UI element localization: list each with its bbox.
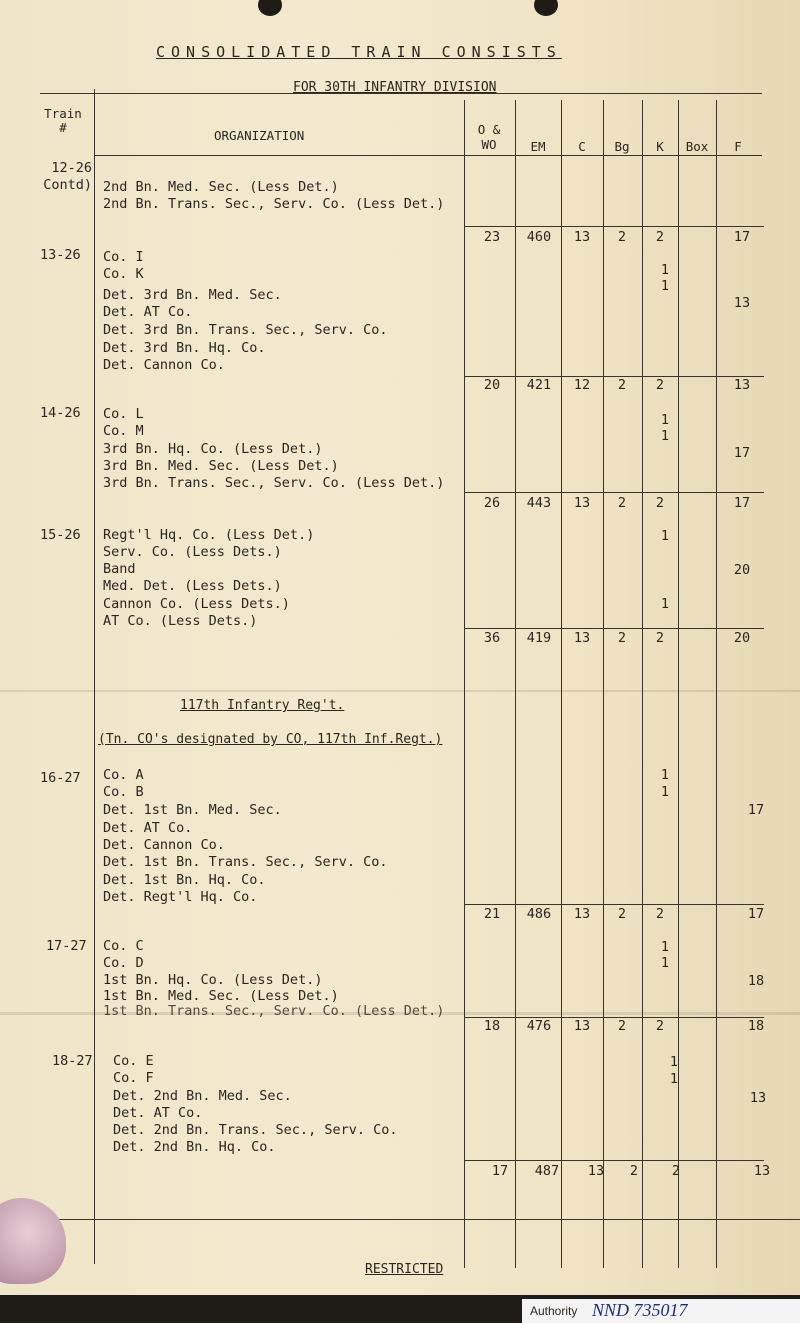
organization-line: 1st Bn. Med. Sec. (Less Det.) (103, 988, 339, 1004)
total-c: 12 (573, 377, 591, 393)
total-bg: 2 (629, 1163, 639, 1179)
organization-line: Co. K (103, 266, 144, 282)
organization-line: Det. 1st Bn. Trans. Sec., Serv. Co. (103, 854, 388, 870)
organization-line: Co. E (113, 1053, 154, 1069)
k-value: 1 (660, 596, 670, 612)
section-note: (Tn. CO's designated by CO, 117th Inf.Regt.) (98, 732, 443, 747)
organization-line: 3rd Bn. Med. Sec. (Less Det.) (103, 458, 339, 474)
f-value: 17 (733, 445, 751, 461)
total-line (464, 492, 764, 493)
total-line (464, 1160, 764, 1161)
total-o-wo: 23 (483, 229, 501, 245)
organization-line: Det. 3rd Bn. Med. Sec. (103, 287, 282, 303)
total-c: 13 (587, 1163, 605, 1179)
k-value: 1 (660, 939, 670, 955)
organization-line: 1st Bn. Trans. Sec., Serv. Co. (Less Det.) (103, 1003, 445, 1019)
total-o-wo: 26 (483, 495, 501, 511)
organization-line: Det. Cannon Co. (103, 837, 225, 853)
f-value: 17 (747, 802, 765, 818)
total-c: 13 (573, 495, 591, 511)
total-em: 421 (526, 377, 552, 393)
organization-line: Serv. Co. (Less Dets.) (103, 544, 282, 560)
total-c: 13 (573, 229, 591, 245)
section-heading: 117th Infantry Reg't. (180, 698, 345, 713)
f-value: 13 (733, 295, 751, 311)
organization-line: Det. Regt'l Hq. Co. (103, 889, 258, 905)
total-k: 2 (655, 495, 665, 511)
col-header-o-wo: O & WO (477, 122, 501, 152)
column-divider (716, 100, 717, 1268)
train-number: 18-27 (52, 1053, 93, 1069)
organization-line: Co. L (103, 406, 144, 422)
organization-line: Det. 2nd Bn. Trans. Sec., Serv. Co. (113, 1122, 398, 1138)
k-value: 1 (660, 278, 670, 294)
total-k: 2 (655, 377, 665, 393)
total-em: 476 (526, 1018, 552, 1034)
train-column-divider (94, 89, 95, 1264)
col-header-em: EM (530, 139, 546, 154)
column-divider (603, 100, 604, 1268)
organization-line: 1st Bn. Hq. Co. (Less Det.) (103, 972, 323, 988)
organization-line: Cannon Co. (Less Dets.) (103, 596, 290, 612)
total-c: 13 (573, 630, 591, 646)
k-value: 1 (660, 767, 670, 783)
total-bg: 2 (617, 377, 627, 393)
total-f: 13 (753, 1163, 771, 1179)
total-em: 419 (526, 630, 552, 646)
organization-line: Co. A (103, 767, 144, 783)
total-line (464, 226, 764, 227)
organization-line: 3rd Bn. Hq. Co. (Less Det.) (103, 441, 323, 457)
organization-line: Band (103, 561, 136, 577)
header-bottom-border (94, 155, 762, 156)
organization-line: 2nd Bn. Trans. Sec., Serv. Co. (Less Det.) (103, 196, 445, 212)
k-value: 1 (660, 528, 670, 544)
total-f: 17 (747, 906, 765, 922)
total-f: 17 (733, 495, 751, 511)
f-value: 20 (733, 562, 751, 578)
col-header-organization: ORGANIZATION (214, 128, 305, 143)
train-number: 15-26 (40, 527, 81, 543)
organization-line: Det. 3rd Bn. Hq. Co. (103, 340, 266, 356)
total-line (464, 628, 764, 629)
organization-line: Det. 3rd Bn. Trans. Sec., Serv. Co. (103, 322, 388, 338)
organization-line: Co. I (103, 249, 144, 265)
col-header-train: Train # (44, 106, 82, 135)
total-c: 13 (573, 906, 591, 922)
train-number: 13-26 (40, 247, 81, 263)
train-number: 16-27 (40, 770, 81, 786)
total-k: 2 (671, 1163, 681, 1179)
total-f: 18 (747, 1018, 765, 1034)
col-header-k: K (656, 139, 664, 154)
organization-line: Det. AT Co. (113, 1105, 203, 1121)
table-bottom-border (48, 1219, 800, 1220)
authority-label: Authority (530, 1304, 578, 1318)
column-divider (642, 100, 643, 1268)
organization-line: Det. 2nd Bn. Hq. Co. (113, 1139, 276, 1155)
total-em: 460 (526, 229, 552, 245)
k-value: 1 (669, 1054, 679, 1070)
footer-classification: RESTRICTED (365, 1262, 444, 1277)
total-k: 2 (655, 229, 665, 245)
total-o-wo: 36 (483, 630, 501, 646)
column-divider (515, 100, 516, 1268)
organization-line: Det. 1st Bn. Hq. Co. (103, 872, 266, 888)
train-number: 17-27 (46, 938, 87, 954)
total-bg: 2 (617, 229, 627, 245)
column-divider (464, 100, 465, 1268)
train-number: 12-26 Contd) (43, 160, 92, 193)
total-em: 486 (526, 906, 552, 922)
train-number: 14-26 (40, 405, 81, 421)
paper-fold (0, 690, 800, 692)
total-bg: 2 (617, 495, 627, 511)
total-bg: 2 (617, 1018, 627, 1034)
organization-line: Det. 1st Bn. Med. Sec. (103, 802, 282, 818)
k-value: 1 (660, 262, 670, 278)
total-bg: 2 (617, 906, 627, 922)
organization-line: AT Co. (Less Dets.) (103, 613, 258, 629)
document-title: CONSOLIDATED TRAIN CONSISTS (156, 43, 562, 61)
organization-line: 2nd Bn. Med. Sec. (Less Det.) (103, 179, 339, 195)
col-header-f: F (734, 139, 742, 154)
total-em: 487 (534, 1163, 560, 1179)
document-subtitle: FOR 30TH INFANTRY DIVISION (293, 80, 497, 95)
organization-line: Co. C (103, 938, 144, 954)
organization-line: Det. AT Co. (103, 820, 193, 836)
k-value: 1 (660, 428, 670, 444)
authority-stamp (522, 1299, 800, 1323)
k-value: 1 (669, 1071, 679, 1087)
k-value: 1 (660, 955, 670, 971)
total-o-wo: 17 (491, 1163, 509, 1179)
k-value: 1 (660, 412, 670, 428)
total-o-wo: 20 (483, 377, 501, 393)
f-value: 18 (747, 973, 765, 989)
total-line (464, 904, 764, 905)
k-value: 1 (660, 784, 670, 800)
organization-line: Co. D (103, 955, 144, 971)
organization-line: Med. Det. (Less Dets.) (103, 578, 282, 594)
organization-line: Co. F (113, 1070, 154, 1086)
organization-line: 3rd Bn. Trans. Sec., Serv. Co. (Less Det.) (103, 475, 445, 491)
total-em: 443 (526, 495, 552, 511)
total-k: 2 (655, 630, 665, 646)
organization-line: Regt'l Hq. Co. (Less Det.) (103, 527, 315, 543)
total-f: 17 (733, 229, 751, 245)
organization-line: Co. M (103, 423, 144, 439)
total-o-wo: 21 (483, 906, 501, 922)
total-o-wo: 18 (483, 1018, 501, 1034)
authority-number: NND 735017 (592, 1300, 688, 1320)
organization-line: Det. Cannon Co. (103, 357, 225, 373)
column-divider (561, 100, 562, 1268)
col-header-c: C (578, 139, 586, 154)
total-f: 20 (733, 630, 751, 646)
col-header-box: Box (685, 139, 709, 154)
f-value: 13 (749, 1090, 767, 1106)
organization-line: Co. B (103, 784, 144, 800)
total-k: 2 (655, 1018, 665, 1034)
table-top-border (40, 93, 762, 94)
col-header-bg: Bg (614, 139, 630, 154)
punch-hole (534, 0, 558, 16)
organization-line: Det. 2nd Bn. Med. Sec. (113, 1088, 292, 1104)
organization-line: Det. AT Co. (103, 304, 193, 320)
punch-hole (258, 0, 282, 16)
total-f: 13 (733, 377, 751, 393)
total-c: 13 (573, 1018, 591, 1034)
total-bg: 2 (617, 630, 627, 646)
total-k: 2 (655, 906, 665, 922)
